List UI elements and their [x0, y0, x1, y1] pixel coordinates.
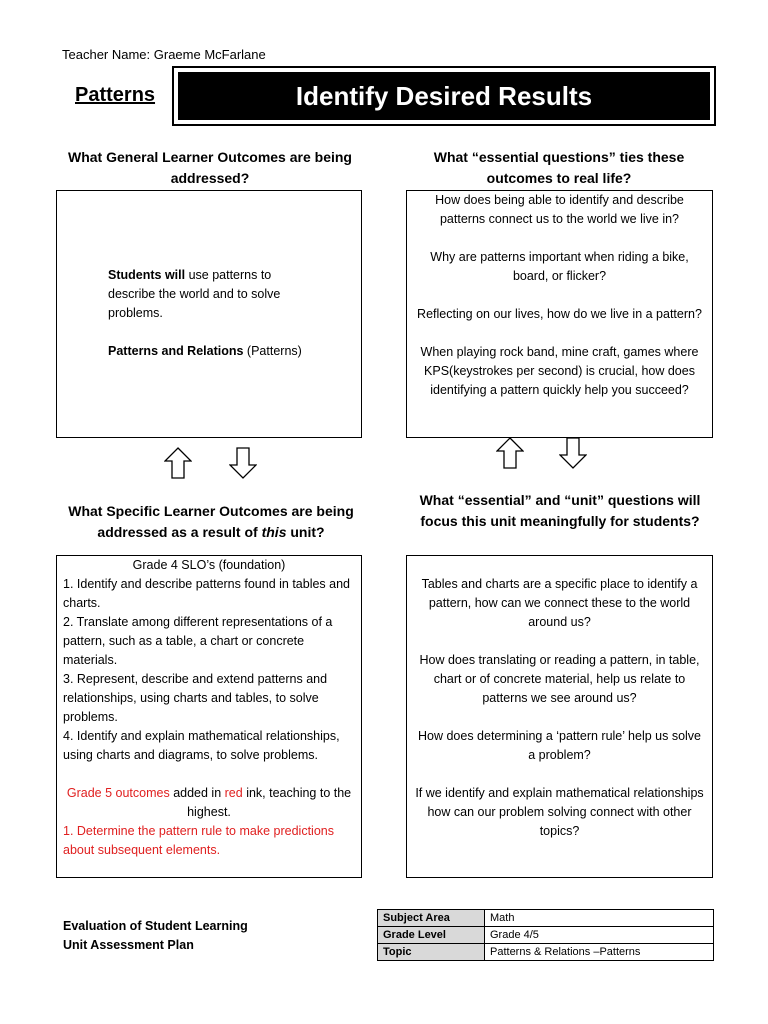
essential-question: How does being able to identify and describe patterns connect us to the world we live in?: [435, 193, 684, 226]
grade-level-label: Grade Level: [378, 927, 485, 944]
table-row: [378, 910, 714, 927]
teacher-name: Teacher Name: Graeme McFarlane: [62, 47, 266, 62]
arrow-down-icon: [229, 447, 257, 479]
grade5-red-word: red: [224, 786, 243, 800]
essential-question: Reflecting on our lives, how do we live in a pattern?: [417, 307, 702, 321]
strand-label: Patterns and Relations: [108, 344, 244, 358]
arrow-up-icon: [164, 447, 192, 479]
slo-item: 2. Translate among different representations of a pattern, such as a table, a chart or concrete materials.: [63, 615, 333, 667]
essential-box: [406, 190, 713, 438]
slo-item: 3. Represent, describe and extend patterns and relationships, using charts and tables, to solve problems.: [63, 672, 328, 724]
slo-heading-pre: What Specific Learner Outcomes are being addressed as a result of: [68, 503, 354, 540]
topic-label: Topic: [378, 944, 485, 961]
table-row: [378, 944, 714, 961]
unit-title: Patterns: [75, 84, 156, 106]
topic-value: Patterns & Relations –Patterns: [485, 944, 714, 961]
slo-heading: [56, 501, 366, 543]
strand-text: (Patterns): [243, 344, 302, 358]
essential-heading: What “essential questions” ties these outcomes to real life?: [433, 149, 685, 186]
banner: [172, 66, 716, 126]
glo-strand: [108, 342, 321, 361]
unit-questions-heading: What “essential” and “unit” questions will focus this unit meaningfully for students?: [419, 492, 701, 529]
slo-heading-em: this: [261, 524, 287, 540]
evaluation-line1: Evaluation of Student Learning: [63, 919, 248, 933]
table-row: [378, 927, 714, 944]
essential-question: Why are patterns important when riding a bike, board, or flicker?: [430, 250, 689, 283]
grade5-mid: added in: [169, 786, 225, 800]
glo-box: [56, 190, 362, 438]
slo-item: 1. Identify and describe patterns found in tables and charts.: [63, 577, 350, 610]
unit-questions-box: [406, 555, 713, 878]
arrow-up-icon: [496, 437, 524, 469]
arrow-down-icon: [559, 437, 587, 469]
students-will-text: use patterns to describe the world and to solve problems.: [108, 268, 281, 320]
grade4-title: Grade 4 SLO’s (foundation): [132, 558, 286, 572]
grade-level-value: Grade 4/5: [485, 927, 714, 944]
subject-area-value: Math: [485, 910, 714, 927]
unit-question: Tables and charts are a specific place to identify a pattern, how can we connect these to the world around us?: [421, 577, 698, 629]
glo-heading: What General Learner Outcomes are being addressed?: [68, 149, 352, 186]
glo-students-will: [108, 266, 321, 323]
evaluation-title: [63, 917, 248, 955]
info-table: [377, 909, 714, 961]
students-will-label: Students will: [108, 268, 186, 282]
slo-box: [56, 555, 362, 878]
grade5-item: 1. Determine the pattern rule to make predictions about subsequent elements.: [63, 824, 334, 857]
slo-item: 4. Identify and explain mathematical relationships, using charts and diagrams, to solve problems.: [63, 729, 340, 762]
evaluation-line2: Unit Assessment Plan: [63, 938, 194, 952]
essential-question: When playing rock band, mine craft, games where KPS(keystrokes per second) is crucial, how does identifying a pattern quickly help you succeed?: [420, 345, 699, 397]
unit-question: How does determining a ‘pattern rule’ help us solve a problem?: [417, 729, 702, 762]
banner-title: Identify Desired Results: [178, 72, 710, 120]
grade5-end: ink, teaching to the highest.: [187, 786, 352, 819]
unit-question: If we identify and explain mathematical relationships how can our problem solving connect with other topics?: [415, 786, 704, 838]
grade5-note: [63, 784, 355, 822]
subject-area-label: Subject Area: [378, 910, 485, 927]
unit-question: How does translating or reading a pattern, in table, chart or of concrete material, help us relate to patterns we see around us?: [419, 653, 700, 705]
grade5-label: Grade 5 outcomes: [66, 786, 170, 800]
slo-heading-post: unit?: [286, 524, 325, 540]
